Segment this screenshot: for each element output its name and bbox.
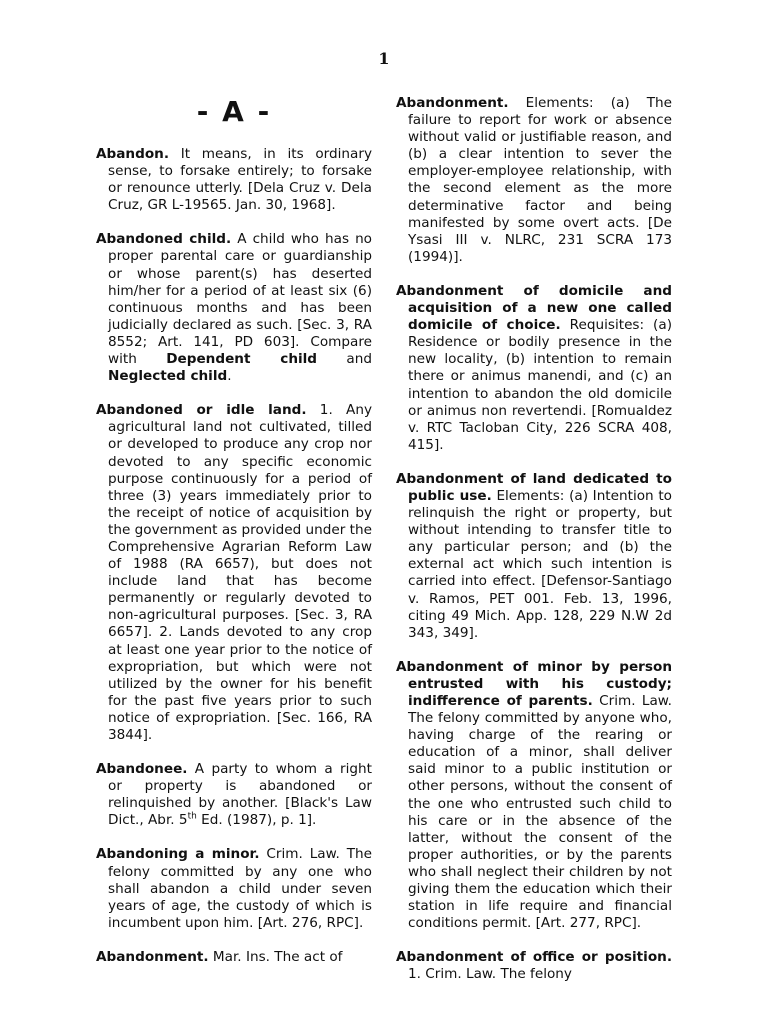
- dictionary-entry: [396, 659, 672, 933]
- entry-definition: 1. Crim. Law. The felony: [408, 966, 572, 983]
- dictionary-entry: [396, 95, 672, 266]
- entry-definition: A party to whom a right or property is abandoned or relinquished by another. [Black's Law Dict., Abr. 5: [108, 761, 372, 829]
- entry-definition: and: [317, 351, 372, 368]
- entry-term: Abandoned or idle land.: [96, 402, 307, 419]
- dictionary-entry: [96, 949, 372, 966]
- dictionary-entry: [96, 761, 372, 829]
- entry-definition: Crim. Law. The felony committed by anyone who, having charge of the rearing or education of a minor, shall deliver said minor to a public institution or other persons, without the consent of the one who entrusted such child to his care or in the absence of the latter, without the consent of the proper authorities, or by the parents who shall neglect their children by not giving them the education which their station in life require and financial conditions permit. [Art. 277, RPC].: [408, 693, 672, 932]
- dictionary-entry: [396, 471, 672, 642]
- entry-term: Abandonment of office or position.: [396, 949, 672, 966]
- entry-definition: Elements: (a) Intention to relinquish the right or property, but without intending to transfer title to any particular person; and (b) the external act which such intention is carried into effect. [Defensor-Santiago v. Ramos, PET 001. Feb. 13, 1996, citing 49 Mich. App. 128, 229 N.W 2d 343, 349].: [408, 487, 672, 641]
- entry-definition: Crim. Law. The felony committed by any one who shall abandon a child under seven years of age, the custody of which is incumbent upon him. [Art. 276, RPC].: [108, 846, 373, 931]
- section-letter-heading: - A -: [196, 95, 272, 128]
- dictionary-entry: [96, 846, 372, 931]
- entry-term: Abandonment.: [396, 95, 509, 111]
- entry-definition: .: [227, 368, 232, 385]
- entry-term: Abandoned child.: [96, 231, 232, 248]
- cross-reference: Dependent child: [166, 351, 318, 368]
- entry-term: Abandonee.: [96, 761, 188, 778]
- superscript: th: [187, 811, 197, 822]
- entry-term: Abandoning a minor.: [96, 846, 260, 863]
- cross-reference: Neglected child: [108, 368, 228, 385]
- entry-definition: Requisites: (a) Residence or bodily presence in the new locality, (b) intention to remain there or animus manendi, and (c) an intention to abandon the old domicile or animus non revertendi. [Romualdez v. RTC Tacloban City, 226 SCRA 408, 415].: [408, 317, 672, 453]
- dictionary-entry: [396, 949, 672, 983]
- entry-term: Abandonment of minor by person entrusted with his custody; indifference of parents.: [396, 658, 672, 709]
- page-number: 1: [378, 49, 390, 68]
- entry-definition: Ed. (1987), p. 1].: [196, 812, 317, 829]
- entry-term: Abandonment of land dedicated to public use.: [396, 470, 672, 504]
- dictionary-entry: [96, 231, 372, 385]
- dictionary-entry: [96, 146, 372, 214]
- entry-term: Abandonment.: [96, 948, 209, 965]
- entry-definition: Elements: (a) The failure to report for work or absence without valid or justifiable reason, and (b) a clear intention to sever the employer-employee relationship, with the second element as the more determinative factor and being manifested by some overt acts. [De Ysasi III v. NLRC, 231 SCRA 173 (1994)].: [408, 95, 672, 265]
- entry-definition: It means, in its ordinary sense, to forsake entirely; to forsake or renounce utterly. [Dela Cruz v. Dela Cruz, GR L-19565. Jan. 30, 1968].: [108, 146, 372, 214]
- entry-term: Abandon.: [96, 146, 170, 162]
- dictionary-entry: [396, 283, 672, 454]
- dictionary-entry: [96, 402, 372, 744]
- left-column: [96, 146, 372, 983]
- entry-term: Abandonment of domicile and acquisition of a new one called domicile of choice.: [396, 282, 672, 334]
- entry-definition: A child who has no proper parental care or guardianship or whose parent(s) has deserted him/her for a period of at least six (6) continuous months and has been judicially declared as such. [Sec. 3, RA 8552; Art. 141, PD 603]. Compare with: [108, 231, 372, 368]
- right-column: [396, 95, 672, 1001]
- entry-definition: 1. Any agricultural land not cultivated, tilled or developed to produce any crop nor devoted to any specific economic purpose continuously for a period of three (3) years immediately prior to the receipt of notice of acquisition by the government as provided under the Comprehensive Agrarian Reform Law of 1988 (RA 6657), but does not include land that has become permanently or regularly devoted to non-agricultural purposes. [Sec. 3, RA 6657]. 2. Lands devoted to any crop at least one year prior to the notice of expropriation, but which were not utilized by the owner for his benefit for the past five years prior to such notice of expropriation. [Sec. 166, RA 3844].: [108, 402, 372, 743]
- entry-definition: Mar. Ins. The act of: [208, 948, 343, 965]
